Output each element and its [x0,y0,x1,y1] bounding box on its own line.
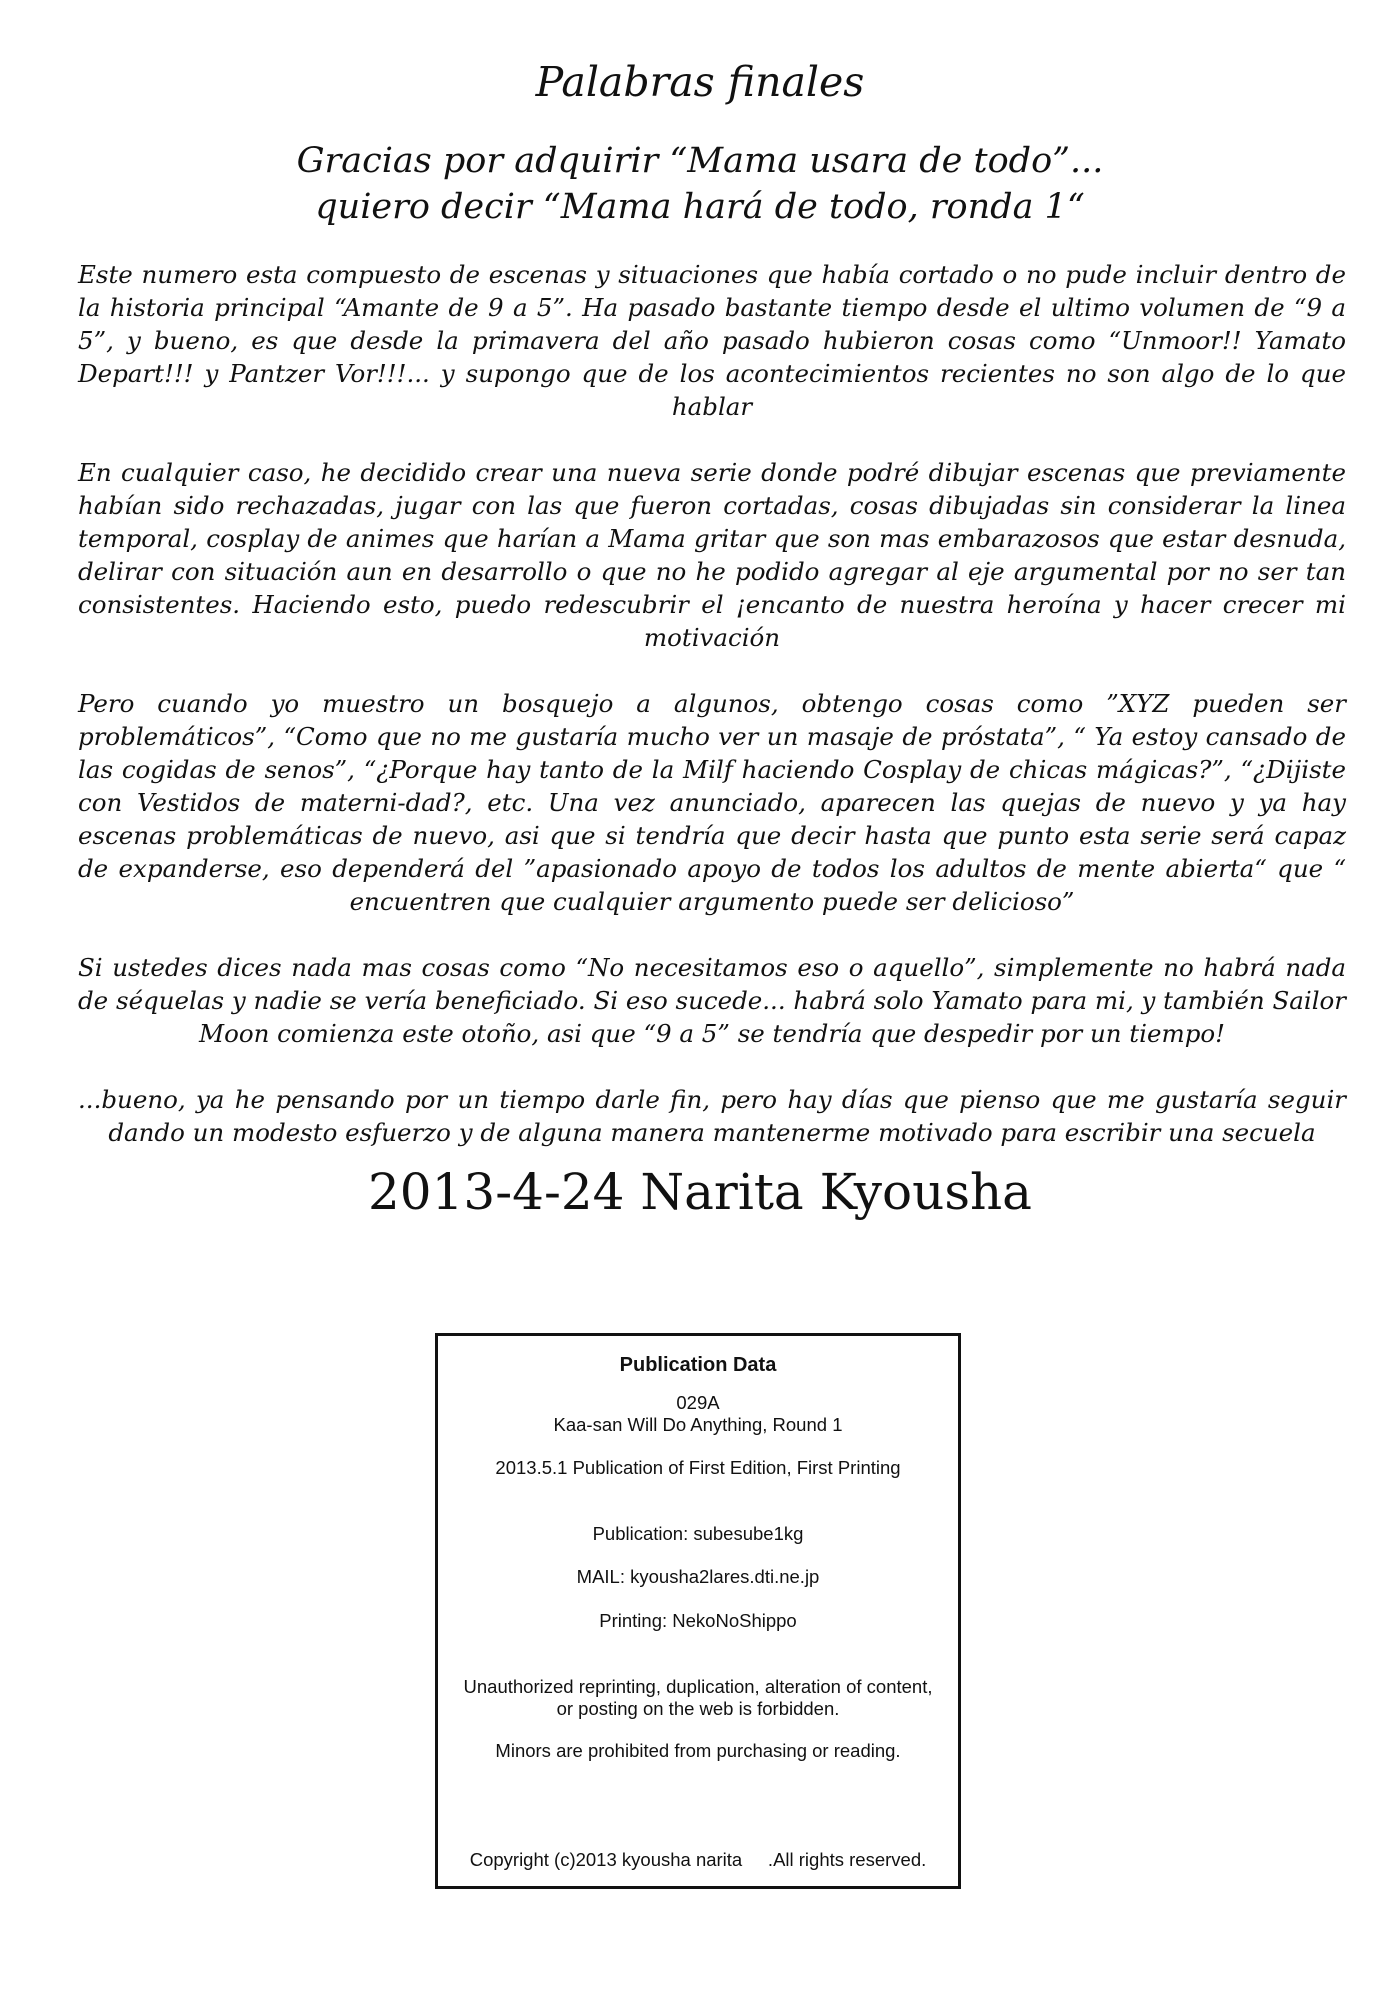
subtitle-line-2: quiero decir “Mama hará de todo, ronda 1“ [315,187,1085,227]
publication-data-box [435,1333,961,1889]
subtitle-line-1: Gracias por adquirir “Mama usara de todo”... [296,141,1104,181]
afterword-body [78,258,1346,1182]
publication-heading: Publication Data [619,1354,777,1376]
author-signature: 2013-4-24 Narita Kyousha [368,1163,1032,1221]
paragraph-5: ...bueno, ya he pensando por un tiempo darle fin, pero hay días que pienso que me gustaría seguir dando un modesto esfuerzo y de alguna manera mantenerme motivado para escribir una secuela [78,1085,1346,1147]
publication-code: 029A [676,1392,720,1413]
publication-book-title: Kaa-san Will Do Anything, Round 1 [553,1414,843,1435]
publication-copyright: Copyright (c)2013 kyousha narita .All rights reserved. [469,1849,927,1870]
paragraph-1: Este numero esta compuesto de escenas y situaciones que había cortado o no pude incluir dentro de la historia principal “Amante de 9 a 5”. Ha pasado bastante tiempo desde el ultimo volumen de “9 a 5”, y bueno, es que desde la primavera del año pasado hubieron cosas como “Unmoor!! Yamato Depart!!! y Pantzer Vor!!!... y supongo que de los acontecimientos recientes no son algo de lo que hablar [78,260,1346,421]
paragraph-4: Si ustedes dices nada mas cosas como “No necesitamos eso o aquello”, simplemente no habrá nada de séquelas y nadie se vería beneficiado. Si eso sucede... habrá solo Yamato para mi, y también Sailor Moon comienza este otoño, asi que “9 a 5” se tendría que despedir por un tiempo! [78,953,1346,1048]
publication-mail: MAIL: kyousha2lares.dti.ne.jp [576,1566,820,1587]
publication-minors: Minors are prohibited from purchasing or reading. [495,1740,901,1761]
page-subtitle [0,138,1400,230]
paragraph-3: Pero cuando yo muestro un bosquejo a algunos, obtengo cosas como ”XYZ pueden ser problemáticos”, “Como que no me gustaría mucho ver un masaje de próstata”, “ Ya estoy cansado de las cogidas de senos”, “¿Porque hay tanto de la Milf haciendo Cosplay de chicas mágicas?”, “¿Dijiste con Vestidos de materni-dad?, etc. Una vez anunciado, aparecen las quejas de nuevo y ya hay escenas problemáticas de nuevo, asi que si tendría que decir hasta que punto esta serie será capaz de expanderse, eso dependerá del ”apasionado apoyo de todos los adultos de mente abierta“ que “ encuentren que cualquier argumento puede ser delicioso” [78,689,1346,916]
publication-title-block [438,1392,958,1436]
publication-printing: Printing: NekoNoShippo [599,1610,797,1631]
publication-edition: 2013.5.1 Publication of First Edition, First Printing [495,1457,901,1478]
notice-line-2: or posting on the web is forbidden. [556,1698,840,1719]
notice-line-1: Unauthorized reprinting, duplication, alteration of content, [463,1676,933,1697]
page-title: Palabras finales [535,58,865,106]
publication-publisher: Publication: subesube1kg [592,1523,804,1544]
publication-notice [438,1676,958,1720]
paragraph-2: En cualquier caso, he decidido crear una nueva serie donde podré dibujar escenas que previamente habían sido rechazadas, jugar con las que fueron cortadas, cosas dibujadas sin considerar la linea temporal, cosplay de animes que harían a Mama gritar que son mas embarazosos que estar desnuda, delirar con situación aun en desarrollo o que no he podido agregar al eje argumental por no ser tan consistentes. Haciendo esto, puedo redescubrir el ¡encanto de nuestra heroína y hacer crecer mi motivación [78,458,1346,652]
